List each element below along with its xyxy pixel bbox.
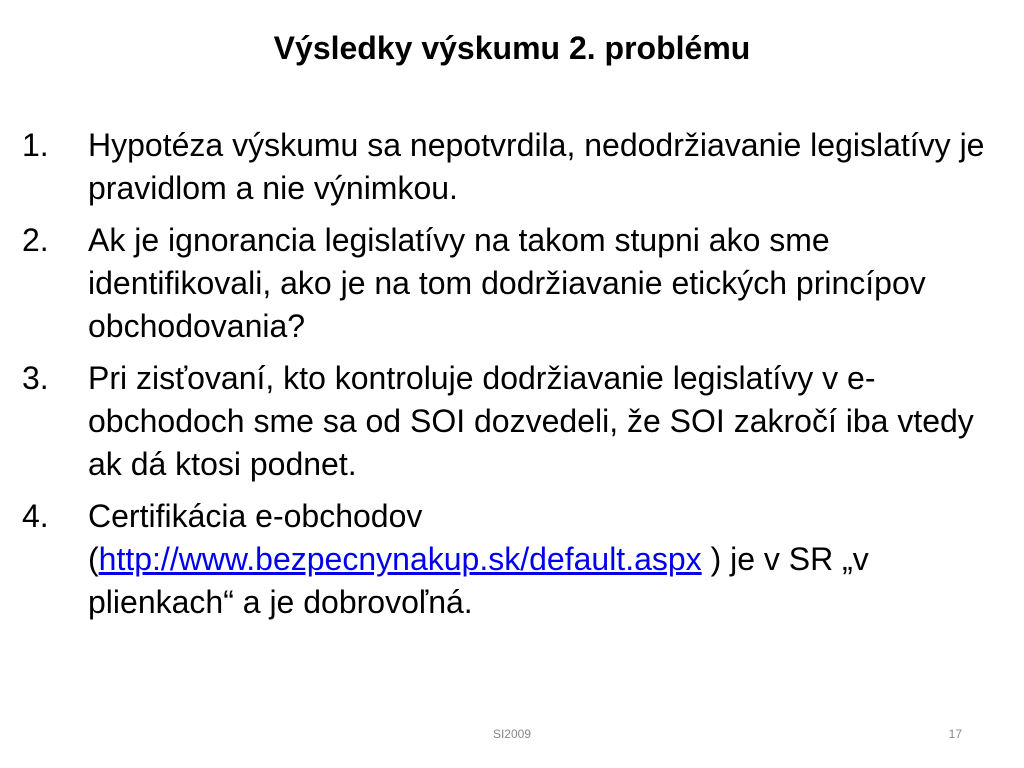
list-item	[22, 219, 1012, 348]
item-text: Ak je ignorancia legislatívy na takom stupni ako sme identifikovali, ako je na tom dodržiavanie etických princípov obchodovania?	[88, 222, 926, 344]
slide-number: 17	[948, 727, 962, 741]
item-text: Hypotéza výskumu sa nepotvrdila, nedodržiavanie legislatívy je pravidlom a nie výnimkou.	[88, 127, 985, 206]
list-item	[22, 357, 1012, 486]
slide-title: Výsledky výskumu 2. problému	[273, 30, 751, 66]
item-text-before-link: Certifikácia e-obchodov (	[88, 498, 423, 577]
item-number: 3.	[22, 360, 49, 396]
list-item	[22, 124, 1012, 210]
footer-label: SI2009	[492, 727, 532, 741]
item-number: 1.	[22, 127, 49, 163]
findings-list	[22, 124, 1012, 633]
item-number: 4.	[22, 498, 49, 534]
item-text: Pri zisťovaní, kto kontroluje dodržiavanie legislatívy v e-obchodoch sme sa od SOI dozvedeli, že SOI zakročí iba vtedy ak dá ktosi podnet.	[88, 360, 974, 482]
item-text-after-link: ) je v SR „v plienkach“ a je dobrovoľná.	[88, 541, 869, 620]
list-item	[22, 495, 1012, 624]
item-number: 2.	[22, 222, 49, 258]
item-text-with-link	[88, 495, 1012, 624]
bezpecny-nakup-link[interactable]: http://www.bezpecnynakup.sk/default.aspx	[98, 541, 702, 577]
